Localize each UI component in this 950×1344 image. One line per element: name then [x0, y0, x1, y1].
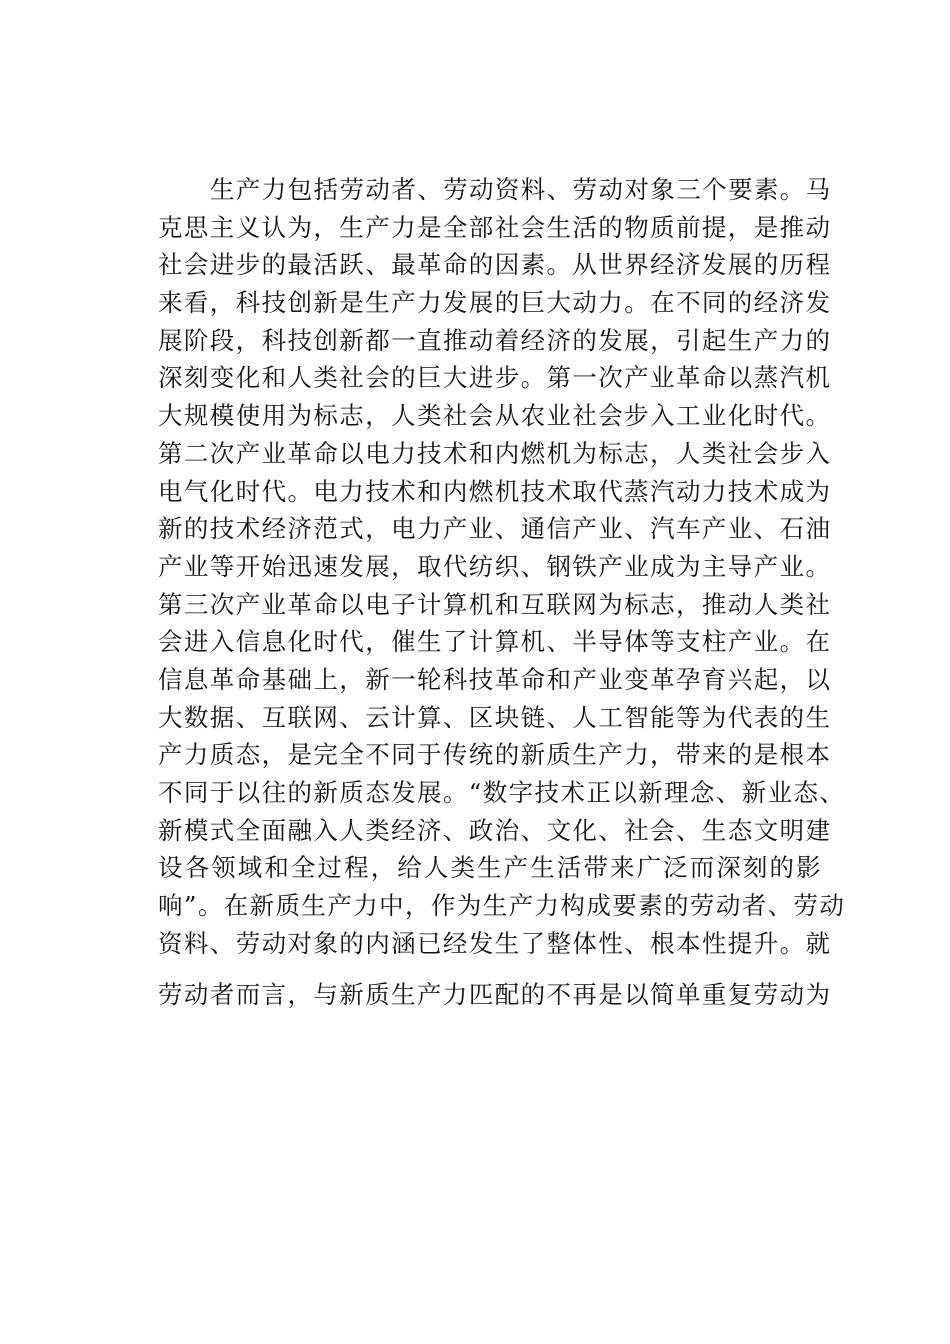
text-line: 深刻变化和人类社会的巨大进步。第一次产业革命以蒸汽机 — [158, 363, 832, 393]
body-paragraph — [158, 171, 846, 1014]
text-line: 响”。在新质生产力中，作为生产力构成要素的劳动者、劳动 — [158, 891, 846, 921]
text-line: 展阶段，科技创新都一直推动着经济的发展，引起生产力的 — [158, 325, 832, 355]
text-line: 大规模使用为标志，人类社会从农业社会步入工业化时代。 — [158, 401, 832, 431]
text-line: 生产力包括劳动者、劳动资料、劳动对象三个要素。马 — [210, 175, 832, 204]
text-line: 信息革命基础上，新一轮科技革命和产业变革孕育兴起，以 — [158, 664, 832, 694]
text-line: 第三次产业革命以电子计算机和互联网为标志，推动人类社 — [158, 589, 832, 619]
text-line: 来看，科技创新是生产力发展的巨大动力。在不同的经济发 — [158, 288, 832, 318]
text-line: 新的技术经济范式，电力产业、通信产业、汽车产业、石油 — [158, 514, 832, 544]
text-line: 不同于以往的新质态发展。“数字技术正以新理念、新业态、 — [158, 778, 846, 807]
text-line: 电气化时代。电力技术和内燃机技术取代蒸汽动力技术成为 — [158, 476, 832, 506]
text-line: 产业等开始迅速发展，取代纺织、钢铁产业成为主导产业。 — [158, 551, 832, 581]
text-line: 社会进步的最活跃、最革命的因素。从世界经济发展的历程 — [158, 250, 832, 280]
text-line: 资料、劳动对象的内涵已经发生了整体性、根本性提升。就 — [158, 928, 832, 958]
text-line: 新模式全面融入人类经济、政治、文化、社会、生态文明建 — [158, 815, 832, 845]
text-line: 设各领域和全过程，给人类生产生活带来广泛而深刻的影 — [158, 853, 822, 883]
text-line: 劳动者而言，与新质生产力匹配的不再是以简单重复劳动为 — [158, 980, 832, 1010]
text-line: 克思主义认为，生产力是全部社会生活的物质前提，是推动 — [158, 212, 832, 242]
text-line: 会进入信息化时代，催生了计算机、半导体等支柱产业。在 — [158, 627, 832, 657]
text-line: 产力质态，是完全不同于传统的新质生产力，带来的是根本 — [158, 740, 832, 770]
text-line: 第二次产业革命以电力技术和内燃机为标志，人类社会步入 — [158, 438, 832, 468]
text-line: 大数据、互联网、云计算、区块链、人工智能等为代表的生 — [158, 702, 832, 732]
